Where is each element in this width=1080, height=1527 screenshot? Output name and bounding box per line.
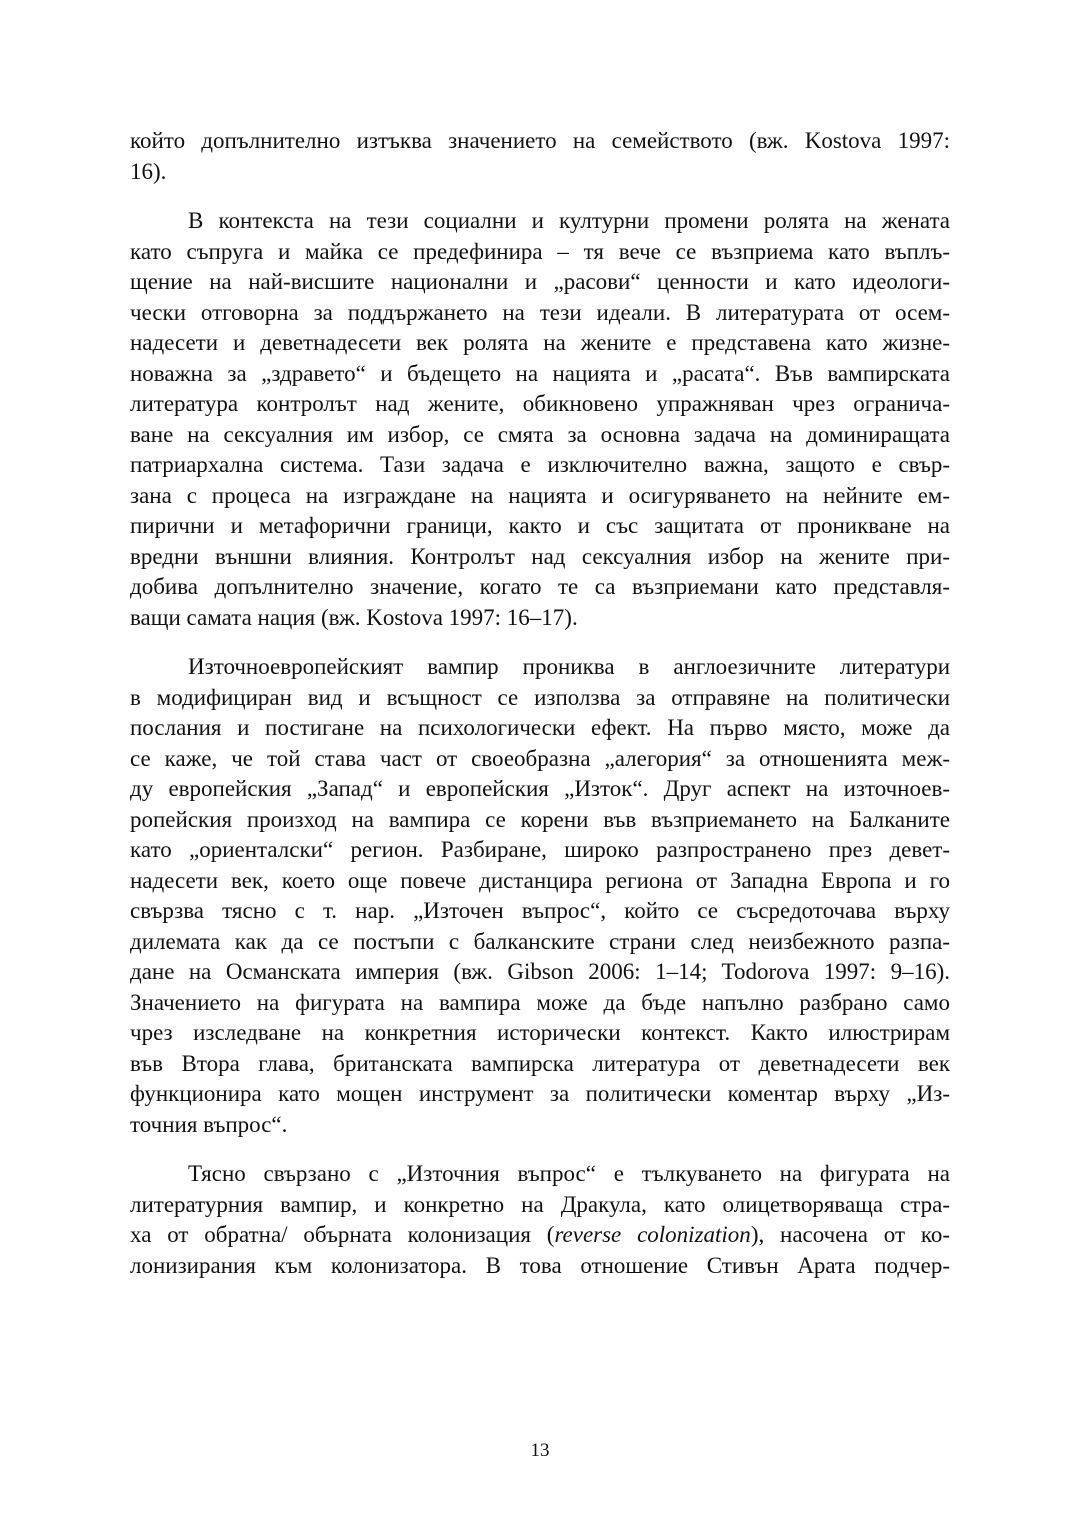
text-line: Значението на фигурата на вампира може да бъде напълно разбрано само [130, 989, 950, 1015]
text-line: чрез изследване на конкретния исторически контекст. Както илюстрирам [130, 1020, 950, 1045]
italic-term: reverse colonization [554, 1222, 751, 1247]
text-line: който допълнително изтъква значението на семейството (вж. Kostova 1997: [130, 128, 950, 153]
text-line: надесети век, което още повече дистанцира региона от Западна Европа и го [130, 867, 950, 893]
text-line: функционира като мощен инструмент за политически коментар върху „Из- [130, 1081, 950, 1106]
text-line: като „ориенталски“ регион. Разбиране, широко разпространено през девет- [130, 837, 950, 862]
text-line: ха от обратна/ обърната колонизация (reverse colonization), насочена от ко- [130, 1222, 951, 1247]
text-line: лонизирания към колонизатора. В това отношение Стивън Арата подчер- [130, 1252, 950, 1278]
text-line: точния въпрос“. [130, 1111, 288, 1137]
text-line: чески отговорна за поддържането на тези идеали. В литературата от осем- [130, 299, 950, 325]
text-line: надесети и деветнадесети век ролята на жените е представена като жизне- [130, 330, 950, 355]
text-line: като съпруга и майка се предефинира – тя вече се възприема като въплъ- [130, 238, 950, 264]
text-line: дане на Османската империя (вж. Gibson 2006: 1–14; Todorova 1997: 9–16). [130, 959, 950, 984]
text-line: свързва тясно с т. нар. „Източен въпрос“, който се съсредоточава върху [130, 898, 950, 923]
text-line: литературния вампир, и конкретно на Дракула, като олицетворяваща стра- [130, 1191, 950, 1217]
text-line: ду европейския „Запад“ и европейския „Изток“. Друг аспект на източноев- [130, 776, 950, 801]
text-line: 16). [130, 158, 167, 184]
text-line: зана с процеса на изграждане на нацията и осигуряването на нейните ем- [130, 482, 950, 508]
text-line: послания и постигане на психологически ефект. На първо място, може да [130, 715, 950, 740]
text-line: новажна за „здравето“ и бъдещето на нацията и „расата“. Във вампирската [130, 360, 950, 386]
text-line: В контекста на тези социални и културни промени ролята на жената [188, 208, 950, 233]
body-text [130, 126, 950, 1281]
text-line: Източноевропейският вампир прониква в англоезичните литератури [188, 654, 950, 679]
text-line: ващи самата нация (вж. Kostova 1997: 16–17). [130, 604, 578, 630]
text-line: вредни външни влияния. Контролът над сексуалния избор на жените при- [130, 543, 950, 569]
text-line: се каже, че той става част от своеобразна „алегория“ за отношенията меж- [130, 745, 950, 771]
text-line: Тясно свързано с „Източния въпрос“ е тълкуването на фигурата на [188, 1161, 950, 1186]
text-line: патриархална система. Тази задача е изключително важна, защото е свър- [130, 452, 950, 477]
text-line: литература контролът над жените, обикновено упражняван чрез огранича- [130, 391, 950, 416]
text-line: ване на сексуалния им избор, се смята за основна задача на доминиращата [130, 421, 950, 447]
text-line: във Втора глава, британската вампирска литература от деветнадесети век [130, 1050, 950, 1076]
text-line: добива допълнително значение, когато те са възприемани като представля- [130, 574, 950, 599]
text-line: щение на най-висшите национални и „расови“ ценности и като идеологи- [130, 269, 950, 294]
text-line: ропейския произход на вампира се корени във възприемането на Балканите [130, 806, 950, 832]
text-line: в модифициран вид и всъщност се използва за отправяне на политически [130, 684, 950, 710]
text-line: дилемата как да се постъпи с балканските страни след неизбежното разпа- [130, 928, 950, 954]
text-line: пирични и метафорични граници, както и със защитата от проникване на [130, 513, 950, 538]
page-number: 13 [530, 1440, 550, 1461]
